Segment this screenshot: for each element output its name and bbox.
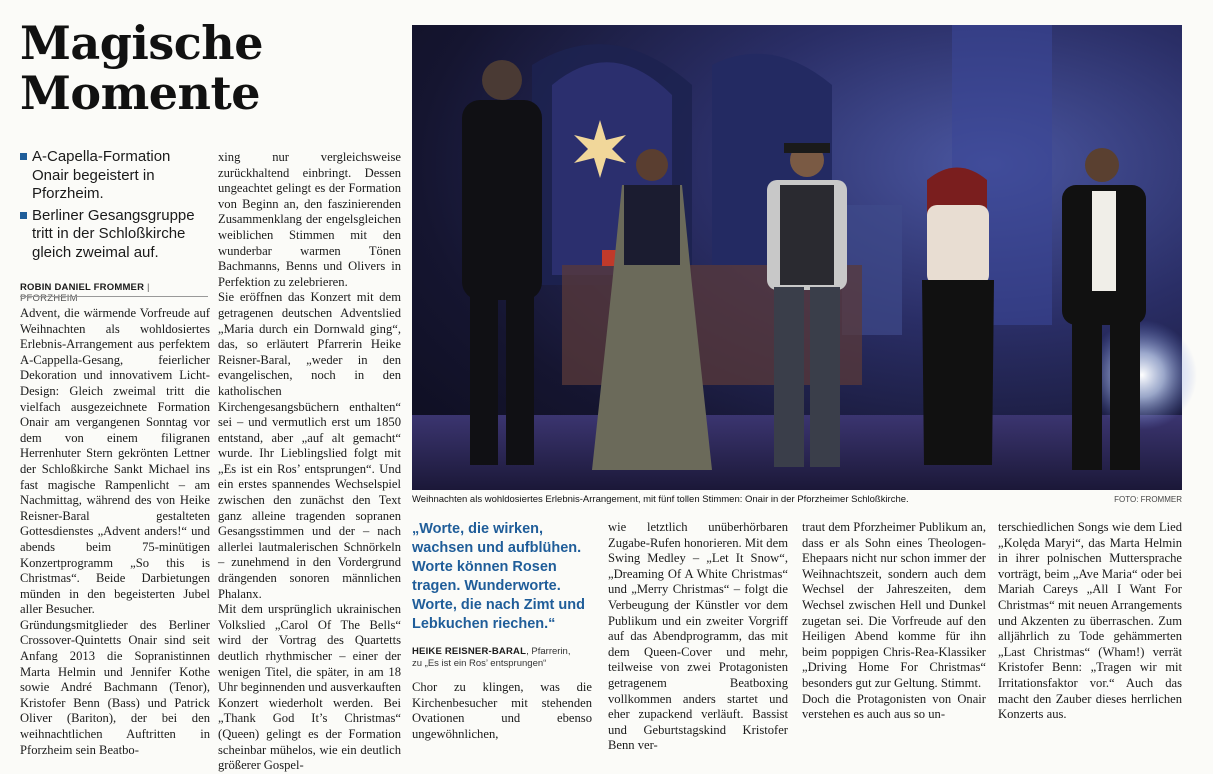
paragraph: wie letztlich unüberhörbaren Zugabe-Rufen honorieren. Mit dem Swing Medley – „Let It Snow“, „Dreaming Of A White Christmas“ und „Merry Christmas“ – folgt die Verbeugung der Künstler vor dem Publikum und ein zweiter Vorgriff auf das Abendprogramm, das mit dem Queen-Cover und mehr, teilweise von zwei Protagonisten getragenem Beatboxing vollkommen anders startet und eher zupackend verläuft. Bassist und Geburtstagskind Kristofer Benn ver- [608,520,788,753]
article-column-2 [218,150,401,773]
paragraph: Doch die Protagonisten von Onair verstehen es auch aus so un- [802,691,986,722]
pull-quote-role: , Pfarrerin, [526,646,571,657]
article-column-3 [412,680,592,740]
bullet-square-icon [20,212,27,219]
article-headline: Magische Momente [20,16,263,120]
paragraph: Advent, die wärmende Vorfreude auf Weihnachten als wohldosiertes Erlebnis-Arrangement aus perfektem A-Cappella-Gesang, feierlicher Dekoration und innovativem Licht-Design: Gleich zweimal tritt die vielfach ausgezeichnete Formation Onair am vergangenen Sonntag vor dem von einem filigranen Herrenhuter Stern gekrönten Lettner der Schloßkirche Sankt Michael ins fast magische Rampenlicht – am Nachmittag, während des von Heike Reisner-Baral gestalteten Gottesdienstes „Advent anders!“ und abends beim 75-minütigen Konzertprogramm „So this is Christmas“. Beide Darbietungen münden in den begeisterten Jubel aller Besucher. [20,306,210,617]
paragraph: terschiedlichen Songs wie dem Lied „Kolęda Maryi“, das Marta Helmin in ihrer polnischen Muttersprache vorträgt, beim „Ave Maria“ oder bei Mariah Careys „All I Want For Christmas“ mit neuen Arrangements und Akzenten zu überraschen. Zum alljährlich zu Tode gehämmerten „Last Christmas“ (Wham!) verrät Kristofer Benn: „Tragen wir mit Irritationsfaktor vor.“ Auch das macht den Zauber dieses herrlichen Konzerts aus. [998,520,1182,722]
teaser-bullet [20,207,210,263]
bullet-square-icon [20,153,27,160]
paragraph: Chor zu klingen, was die Kirchenbesucher mit stehenden Ovationen und ebenso ungewöhnlichen, [412,680,592,741]
pull-quote-attribution [412,646,592,670]
teaser-bullet-text: A-Capella-Formation Onair begeistert in Pforzheim. [32,148,171,202]
concert-photo-illustration [412,25,1182,490]
paragraph: Sie eröffnen das Konzert mit dem getragenen deutschen Adventslied „Maria durch ein Dornwald ging“, das, so erläutert Pfarrerin Heike Reisner-Baral, „weder in den evangelischen, noch in den katholischen Kirchengesangsbüchern enthalten“ sei – und vermutlich erst um 1850 entstand, aber „auf alt gemacht“ wurde. Ihr Lieblingslied folgt mit „Es ist ein Ros’ entsprungen“. Und ein erstes spannendes Wechselspiel zwischen den zunächst den Text ganz alleine tragenden sopranen Gesangsstimmen und der – nach allerlei lautmalerischen Schnörkeln – zunehmend in den Vordergrund drängenden sonoren männlichen Phalanx. [218,290,401,601]
byline-author: ROBIN DANIEL FROMMER [20,282,145,293]
paragraph: Gründungsmitglieder des Berliner Crossover-Quintetts Onair sind seit Anfang 2013 die Sopranistinnen Marta Helmin und Jennifer Kothe sowie André Bachmann (Tenor), Kristofer Benn (Bass) und Patrick Oliver (Bariton), der bei den weihnachtlichen Auftritten in Pforzheim sein Beatbo- [20,617,210,757]
teaser-bullets [20,148,210,265]
paragraph: xing nur vergleichsweise zurückhaltend einbringt. Dessen ungeachtet gelingt es der Formation von Beginn an, den faszinierenden Zusammenklang der engelsgleichen weiblichen Stimmen mit den wunderbar warmen Tönen Bachmanns, Benns und Olivers in Perfektion zu zelebrieren. [218,150,401,289]
byline-place: PFORZHEIM [20,293,78,304]
photo-caption [412,494,1182,506]
byline: ROBIN DANIEL FROMMER | PFORZHEIM [20,282,150,304]
pull-quote-author: HEIKE REISNER-BARAL [412,646,527,657]
paragraph: Mit dem ursprünglich ukrainischen Volkslied „Carol Of The Bells“ wird der Vortrag des Quartetts deutlich rhythmischer – einer der wenigen Titel, die später, in am 18 Uhr beginnenden und ausverkauften Konzert wiederholt werden. Bei „Thank God It’s Christmas“ (Queen) gelingt es der Formation scheinbar mühelos, wie ein deutlich größerer Gospel- [218,602,401,773]
article-column-6 [998,520,1182,740]
pull-quote-context: zu „Es ist ein Ros’ entsprungen“ [412,658,547,669]
article-column-1 [20,306,210,757]
pull-quote [412,520,592,670]
paragraph: traut dem Pforzheimer Publikum an, dass er als Sohn eines Theologen-Ehepaars nicht nur schon immer der Weihnachtszeit, sondern auch dem Wechsel der Jahreszeiten, dem Wechsel zwischen Hell und Dunkel zugetan sei. Die Vorfreude auf den Heiligen Abend komme für ihn beim poppigen Chris-Rea-Klassiker „Driving Home For Christmas“ besonders gut zur Geltung. Stimmt. [802,520,986,690]
photo-credit: FOTO: FROMMER [1114,495,1182,504]
article-column-5 [802,520,986,740]
pull-quote-text: „Worte, die wirken, wachsen und aufblühen. Worte können Rosen tragen. Wunderworte. Worte, die nach Zimt und Lebkuchen riechen.“ [412,521,585,632]
byline-divider [20,296,208,297]
article-column-4 [608,520,788,753]
concert-photo [412,25,1182,490]
teaser-bullet [20,148,210,204]
photo-caption-text: Weihnachten als wohldosiertes Erlebnis-Arrangement, mit fünf tollen Stimmen: Onair in der Pforzheimer Schloßkirche. [412,494,909,505]
teaser-bullet-text: Berliner Gesangsgruppe tritt in der Schloßkirche gleich zweimal auf. [32,206,195,261]
